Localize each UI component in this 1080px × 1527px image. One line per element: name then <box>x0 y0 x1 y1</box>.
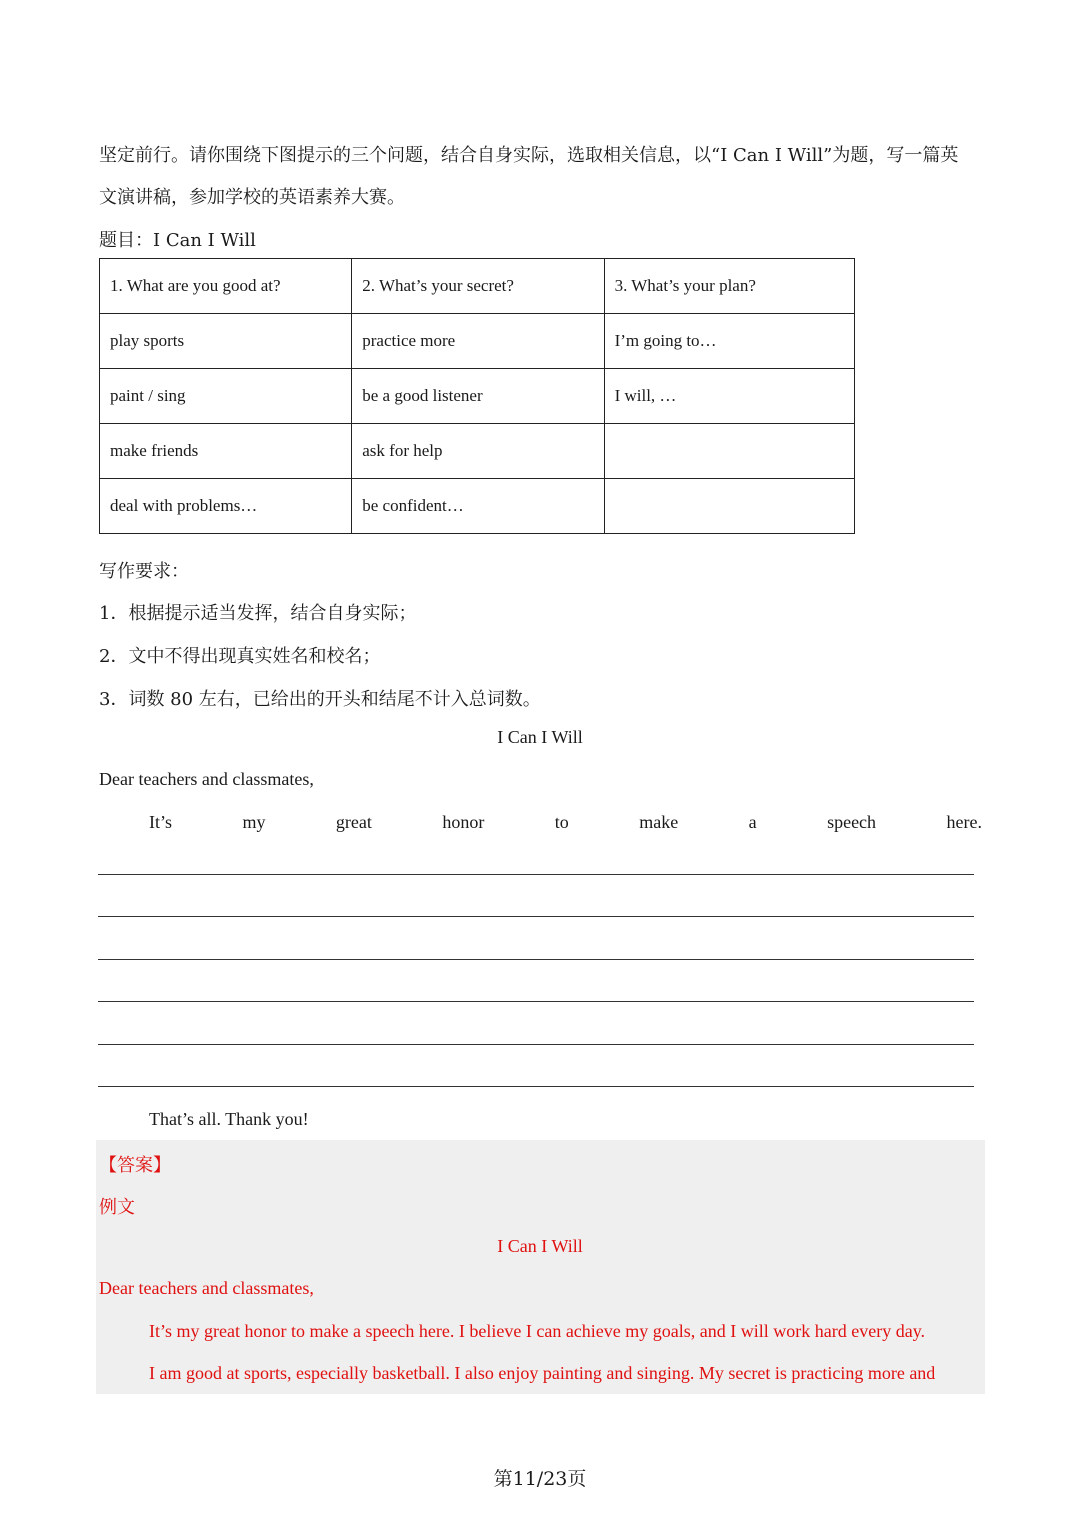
writing-line[interactable] <box>98 959 974 960</box>
table-cell: I will, … <box>604 369 854 424</box>
answer-greeting: Dear teachers and classmates, <box>99 1278 314 1298</box>
table-header-cell: 3. What’s your plan? <box>604 259 854 314</box>
essay-title: I Can I Will <box>497 727 583 747</box>
essay-opening-sentence <box>149 812 982 833</box>
table-cell: be confident… <box>352 479 604 534</box>
opening-word: great <box>335 812 372 832</box>
writing-line[interactable] <box>98 1086 974 1087</box>
table-row <box>100 424 855 479</box>
opening-word: It’s <box>149 812 173 832</box>
writing-line[interactable] <box>98 1001 974 1002</box>
instruction-line-1: 坚定前行。请你围绕下图提示的三个问题，结合自身实际，选取相关信息，以“I Can I Will”为题，写一篇英 <box>99 145 959 166</box>
table-cell: I’m going to… <box>604 314 854 369</box>
writing-line[interactable] <box>98 916 974 917</box>
table-cell: practice more <box>352 314 604 369</box>
answer-label: 【答案】 <box>99 1155 171 1176</box>
instruction-line-2: 文演讲稿，参加学校的英语素养大赛。 <box>99 187 405 208</box>
table-header-row <box>100 259 855 314</box>
table-header-cell: 2. What’s your secret? <box>352 259 604 314</box>
table-cell <box>604 424 854 479</box>
table-cell: paint / sing <box>100 369 352 424</box>
table-row <box>100 314 855 369</box>
table-cell: make friends <box>100 424 352 479</box>
opening-word: make <box>639 812 679 832</box>
page-number: 第11/23页 <box>493 1468 587 1490</box>
topic-line: 题目：I Can I Will <box>99 230 256 251</box>
essay-closing: That’s all. Thank you! <box>149 1109 309 1129</box>
table-row <box>100 479 855 534</box>
opening-word: my <box>242 812 266 832</box>
table-cell: ask for help <box>352 424 604 479</box>
table-cell <box>604 479 854 534</box>
writing-line[interactable] <box>98 1044 974 1045</box>
answer-essay-title: I Can I Will <box>497 1236 583 1256</box>
requirement-item: 3．词数 80 左右，已给出的开头和结尾不计入总词数。 <box>99 689 541 710</box>
opening-word: a <box>748 812 757 832</box>
writing-line[interactable] <box>98 874 974 875</box>
answer-box <box>96 1140 985 1394</box>
opening-word: to <box>554 812 569 832</box>
table-header-cell: 1. What are you good at? <box>100 259 352 314</box>
requirements-title: 写作要求： <box>99 561 189 582</box>
opening-word: honor <box>442 812 485 832</box>
table-cell: be a good listener <box>352 369 604 424</box>
opening-word: here. <box>946 812 982 832</box>
table-cell: deal with problems… <box>100 479 352 534</box>
answer-subtitle: 例文 <box>99 1197 135 1218</box>
table-row <box>100 369 855 424</box>
answer-paragraph: I am good at sports, especially basketball. I also enjoy painting and singing. My secret is practicing more and <box>149 1363 936 1383</box>
opening-word: speech <box>827 812 877 832</box>
essay-greeting: Dear teachers and classmates, <box>99 769 314 789</box>
requirement-item: 2．文中不得出现真实姓名和校名； <box>99 646 381 667</box>
table-cell: play sports <box>100 314 352 369</box>
requirement-item: 1．根据提示适当发挥，结合自身实际； <box>99 603 417 624</box>
hints-table <box>99 258 855 534</box>
answer-paragraph: It’s my great honor to make a speech here. I believe I can achieve my goals, and I will work hard every day. <box>149 1321 926 1341</box>
